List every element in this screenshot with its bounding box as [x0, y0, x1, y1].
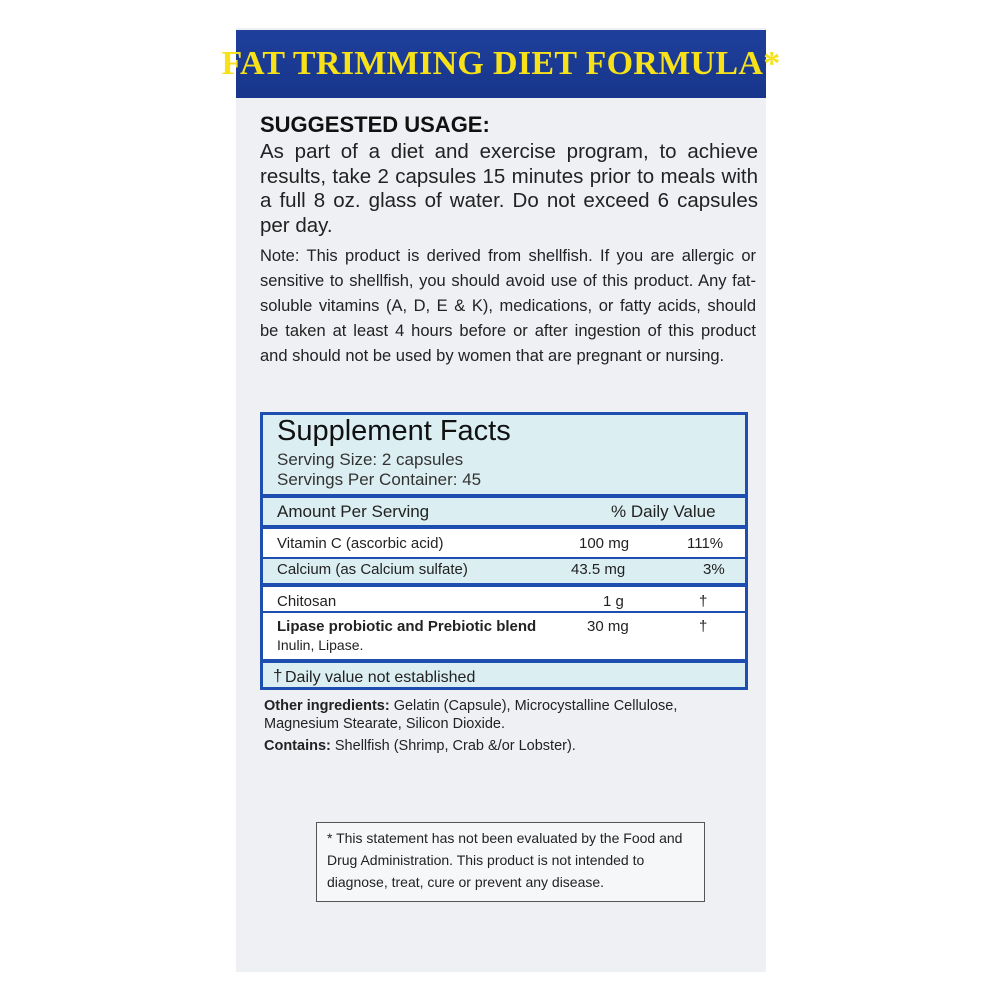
other-ingredients-label: Other ingredients: — [264, 698, 390, 714]
contains-text: Shellfish (Shrimp, Crab &/or Lobster). — [330, 738, 576, 754]
other-ingredients-text: Gelatin (Capsule), Microcystalline Cellulose, Magnesium Stearate, Silicon Dioxide. — [264, 698, 678, 732]
row-daily-value: 3% — [703, 561, 725, 578]
dagger-icon: † — [273, 666, 283, 685]
other-ingredients — [264, 697, 754, 733]
fda-disclaimer: * This statement has not been evaluated by the Food and Drug Administration. This product is not intended to diagnose, treat, cure or prevent any disease. — [316, 822, 705, 902]
note-text: Note: This product is derived from shellfish. If you are allergic or sensitive to shellfish, you should avoid use of this product. Any fat-soluble vitamins (A, D, E & K), medications, or fatty acids, should be taken at least 4 hours before or after ingestion of this product and should not be used by women that are pregnant or nursing. — [260, 247, 756, 365]
row-daily-value: † — [699, 618, 708, 635]
row-divider — [263, 557, 745, 559]
facts-divider — [263, 494, 745, 498]
supplement-facts-table — [260, 412, 748, 690]
row-amount: 100 mg — [579, 535, 630, 552]
row-amount: 43.5 mg — [571, 561, 626, 578]
header-amount-per-serving: Amount Per Serving — [277, 502, 430, 521]
row-name: Vitamin C (ascorbic acid) — [277, 535, 444, 552]
row-name: Calcium (as Calcium sulfate) — [277, 561, 468, 578]
contains-statement — [264, 737, 754, 755]
row-daily-value: 111% — [687, 535, 724, 552]
usage-text: As part of a diet and exercise program, to achieve results, take 2 capsules 15 minutes prior to meals with a full 8 oz. glass of water. Do not exceed 6 capsules per day. — [260, 140, 758, 237]
facts-title: Supplement Facts — [277, 415, 511, 447]
facts-footnote: Daily value not established — [285, 669, 476, 686]
banner-title: FAT TRIMMING DIET FORMULA* — [221, 45, 781, 82]
row-sub-ingredients: Inulin, Lipase. — [277, 637, 364, 653]
facts-divider — [263, 659, 745, 663]
servings-per-container: Servings Per Container: 45 — [277, 470, 482, 489]
usage-heading: SUGGESTED USAGE: — [260, 112, 490, 137]
serving-size: Serving Size: 2 capsules — [277, 450, 464, 469]
row-daily-value: † — [699, 593, 708, 610]
row-amount: 1 g — [603, 593, 624, 610]
contains-label: Contains: — [264, 738, 331, 754]
row-name: Lipase probiotic and Prebiotic blend — [277, 618, 537, 635]
row-amount: 30 mg — [587, 618, 629, 635]
header-daily-value: % Daily Value — [611, 502, 716, 521]
title-banner — [221, 30, 781, 98]
row-name: Chitosan — [277, 593, 337, 610]
